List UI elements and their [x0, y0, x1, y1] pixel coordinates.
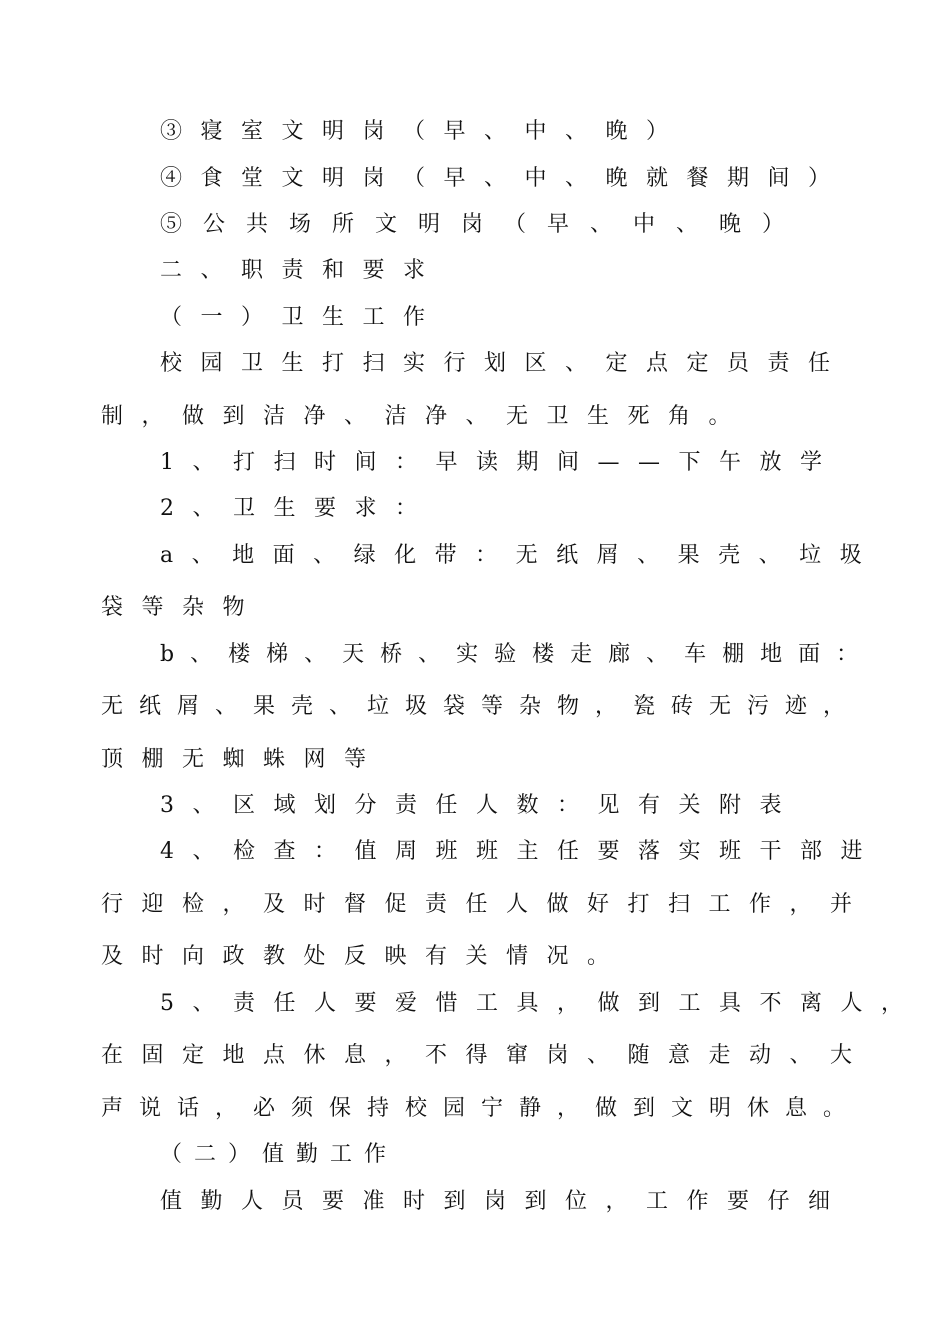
subsection-heading-1: （一）卫生工作: [160, 305, 444, 330]
doc-line-10: a、地面、绿化带：无纸屑、果壳、垃圾: [160, 543, 881, 568]
subsection-heading-2: （二）值勤工作: [160, 1142, 399, 1167]
doc-line-3: ⑤公共场所文明岗（早、中、晚）: [160, 212, 806, 237]
doc-line-7: 制，做到洁净、洁净、无卫生死角。: [101, 404, 750, 429]
section-heading: 二、职责和要求: [160, 258, 444, 283]
doc-line-16: 4、检查：值周班班主任要落实班干部进: [160, 839, 881, 864]
doc-line-6: 校园卫生打扫实行划区、定点定员责任: [160, 351, 849, 376]
doc-line-15: 3、区域划分责任人数：见有关附表: [160, 793, 800, 818]
doc-line-11: 袋等杂物: [101, 595, 264, 620]
doc-line-14: 顶棚无蜘蛛网等: [101, 747, 385, 772]
doc-line-13: 无纸屑、果壳、垃圾袋等杂物，瓷砖无污迹，: [101, 694, 862, 719]
doc-line-8: 1、打扫时间：早读期间——下午放学: [160, 450, 841, 475]
doc-line-1: ③寝室文明岗（早、中、晚）: [160, 119, 687, 144]
doc-line-2: ④食堂文明岗（早、中、晚就餐期间）: [160, 166, 849, 191]
doc-line-19: 5、责任人要爱惜工具，做到工具不离人，: [160, 991, 922, 1016]
doc-line-12: b、楼梯、天桥、实验楼走廊、车棚地面：: [160, 642, 875, 667]
doc-line-20: 在固定地点休息，不得窜岗、随意走动、大: [101, 1043, 871, 1068]
doc-line-23: 值勤人员要准时到岗到位，工作要仔细: [160, 1189, 849, 1214]
doc-line-17: 行迎检，及时督促责任人做好打扫工作，并: [101, 892, 871, 917]
doc-line-18: 及时向政教处反映有关情况。: [101, 944, 628, 969]
doc-line-21: 声说话，必须保持校园宁静，做到文明休息。: [101, 1096, 862, 1121]
doc-line-9: 2、卫生要求：: [160, 496, 436, 521]
